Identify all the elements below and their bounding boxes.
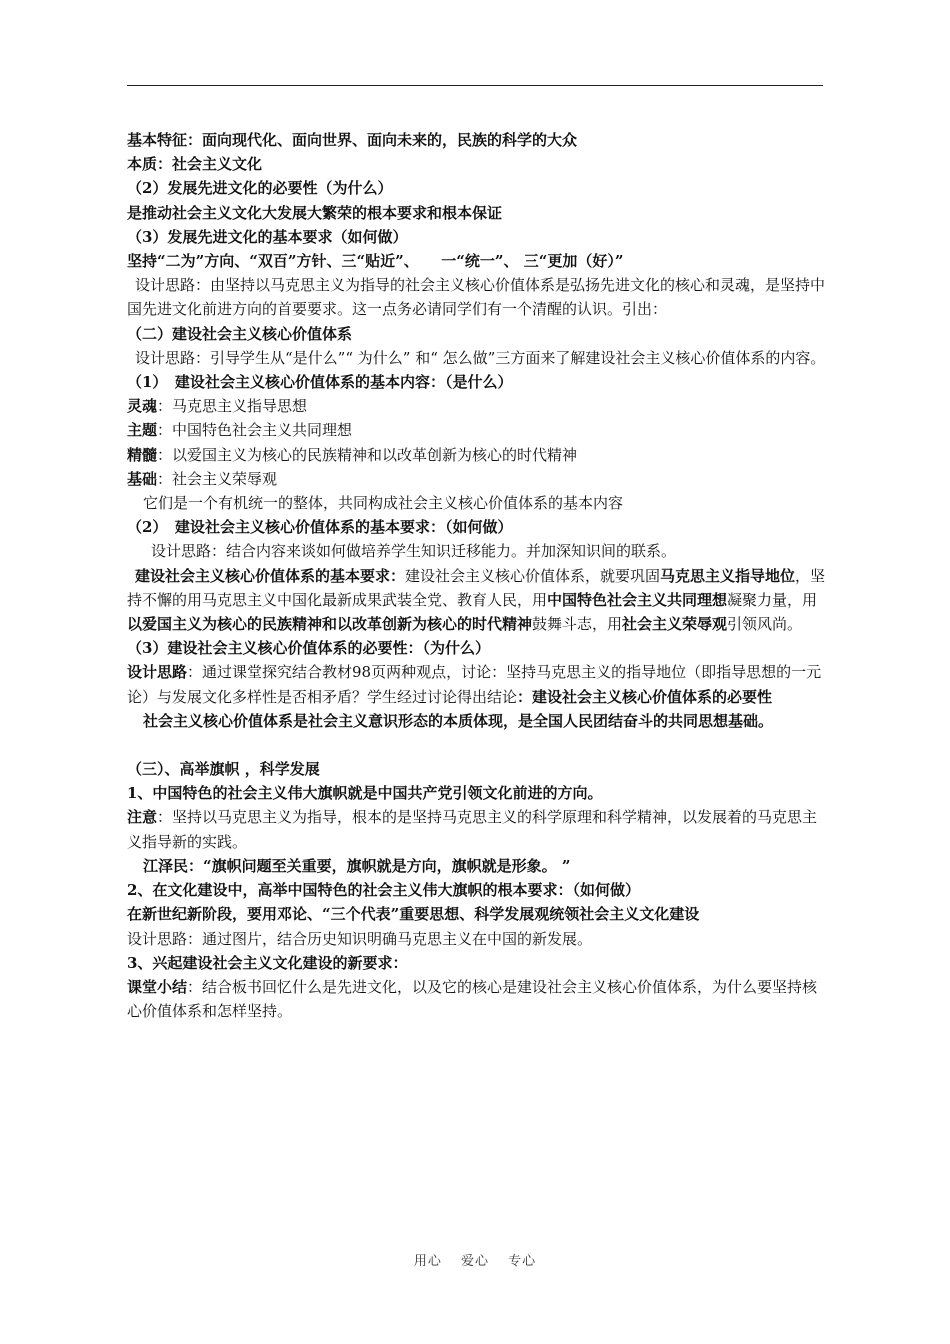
spirit-text: ：以爱国主义为核心的民族精神和以改革创新为核心的时代精神 bbox=[157, 445, 578, 464]
req-bold-5: 社会主义荣辱观 bbox=[622, 615, 728, 634]
design-text: ：通过课堂探究结合教材98页两种观点，讨论：坚持马克思主义的指导地位（即指导思想的一元论）与发展文化多样性是否相矛盾？学生经过讨论得出结论 bbox=[127, 663, 822, 706]
basic-requirements-heading: （2） 建设社会主义核心价值体系的基本要求：（如何做） bbox=[127, 518, 513, 537]
basic-features-line: 基本特征：面向现代化、面向世界、面向未来的，民族的科学的大众 bbox=[127, 131, 578, 149]
summary-label: 课堂小结 bbox=[127, 977, 188, 996]
design-idea-1: 设计思路：由坚持以马克思主义为指导的社会主义核心价值体系是弘扬先进文化的核心和灵魂，是坚持中国先进文化前进方向的首要要求。这一点务必请同学们有一个清醒的认识。引出： bbox=[127, 276, 826, 319]
note-text: ：坚持以马克思主义为指导，根本的是坚持马克思主义的科学原理和科学精神，以发展着的马克思主义指导新的实践。 bbox=[127, 808, 818, 851]
theme-label: 主题 bbox=[127, 421, 158, 440]
new-era-line: 在新世纪新阶段，要用邓论、“三个代表”重要思想、科学发展观统领社会主义文化建设 bbox=[127, 905, 700, 924]
basic-content-heading: （1） 建设社会主义核心价值体系的基本内容：（是什么） bbox=[127, 373, 513, 392]
requirements-text: 坚持“二为”方向、“双百”方针、三“贴近”、 一“统一”、 三“更加（好）” bbox=[127, 252, 624, 271]
req-text-2: ，坚持不懈的用马克思主义中国化最新成果武装全党、教育人民，用 bbox=[127, 566, 826, 609]
req-bold-1: 建设社会主义核心价值体系的基本要求： bbox=[135, 566, 406, 585]
section-3-heading: （三）、高举旗帜 ，科学发展 bbox=[127, 760, 320, 779]
soul-text: ：马克思主义指导思想 bbox=[157, 397, 308, 416]
theme-line bbox=[127, 418, 827, 442]
theme-text: ：中国特色社会主义共同理想 bbox=[157, 421, 353, 440]
requirements-heading: （3）发展先进文化的基本要求（如何做） bbox=[127, 227, 408, 246]
page-footer: 用心 爱心 专心 bbox=[413, 1254, 537, 1269]
banner-line-2: 2、在文化建设中，高举中国特色的社会主义伟大旗帜的根本要求：（如何做） bbox=[127, 881, 640, 900]
req-bold-4: 以爱国主义为核心的民族精神和以改革创新为核心的时代精神 bbox=[127, 615, 533, 634]
design-idea-2: 设计思路：引导学生从“是什么”“ 为什么” 和“ 怎么做”三方面来了解建设社会主义核心价值体系的内容。 bbox=[135, 348, 826, 367]
req-text-5: 引领风尚。 bbox=[727, 615, 803, 634]
quote-line: 江泽民：“旗帜问题至关重要，旗帜就是方向，旗帜就是形象。 ” bbox=[143, 856, 571, 875]
design-idea-5: 设计思路：通过图片，结合历史知识明确马克思主义在中国的新发展。 bbox=[127, 929, 593, 948]
section-2-heading: （二）建设社会主义核心价值体系 bbox=[127, 324, 353, 343]
ideology-line: 社会主义核心价值体系是社会主义意识形态的本质体现，是全国人民团结奋斗的共同思想基础。 bbox=[143, 711, 774, 730]
design-conclusion: ：建设社会主义核心价值体系的必要性 bbox=[517, 687, 773, 706]
req-bold-2: 马克思主义指导地位 bbox=[660, 566, 796, 585]
note-paragraph bbox=[127, 805, 827, 853]
header-rule bbox=[127, 85, 823, 86]
soul-line bbox=[127, 394, 827, 418]
essence-line: 本质：社会主义文化 bbox=[127, 155, 263, 174]
banner-line-1: 1、中国特色的社会主义伟大旗帜就是中国共产党引领文化前进的方向。 bbox=[127, 784, 603, 803]
document-body bbox=[127, 128, 827, 1023]
design-label: 设计思路 bbox=[127, 663, 188, 682]
summary-text: ：结合板书回忆什么是先进文化，以及它的核心是建设社会主义核心价值体系，为什么要坚持核心价值体系和怎样坚持。 bbox=[127, 977, 818, 1021]
spirit-label: 精髓 bbox=[127, 445, 158, 464]
soul-label: 灵魂 bbox=[127, 397, 158, 416]
summary-paragraph bbox=[127, 975, 827, 1023]
foundation-label: 基础 bbox=[127, 469, 158, 488]
req-text-1: 建设社会主义核心价值体系，就要巩固 bbox=[405, 566, 661, 585]
note-label: 注意 bbox=[127, 808, 158, 827]
necessity-text: 是推动社会主义文化大发展大繁荣的根本要求和根本保证 bbox=[127, 203, 503, 222]
necessity-heading: （2）发展先进文化的必要性（为什么） bbox=[127, 179, 393, 198]
foundation-text: ：社会主义荣辱观 bbox=[157, 469, 278, 488]
req-text-4: 鼓舞斗志，用 bbox=[532, 615, 623, 634]
req-bold-3: 中国特色社会主义共同理想 bbox=[547, 590, 728, 609]
unity-line: 它们是一个有机统一的整体，共同构成社会主义核心价值体系的基本内容 bbox=[143, 494, 624, 513]
necessity-heading-2: （3）建设社会主义核心价值体系的必要性：（为什么） bbox=[127, 639, 490, 658]
spacer bbox=[127, 733, 827, 757]
banner-line-3: 3、兴起建设社会主义文化建设的新要求： bbox=[127, 953, 408, 972]
req-text-3: 凝聚力量，用 bbox=[727, 590, 818, 609]
foundation-line bbox=[127, 467, 827, 491]
design-idea-3: 设计思路：结合内容来谈如何做培养学生知识迁移能力。并加深知识间的联系。 bbox=[151, 542, 677, 561]
design-idea-4 bbox=[127, 660, 827, 708]
requirements-paragraph bbox=[127, 564, 827, 637]
spirit-line bbox=[127, 443, 827, 467]
